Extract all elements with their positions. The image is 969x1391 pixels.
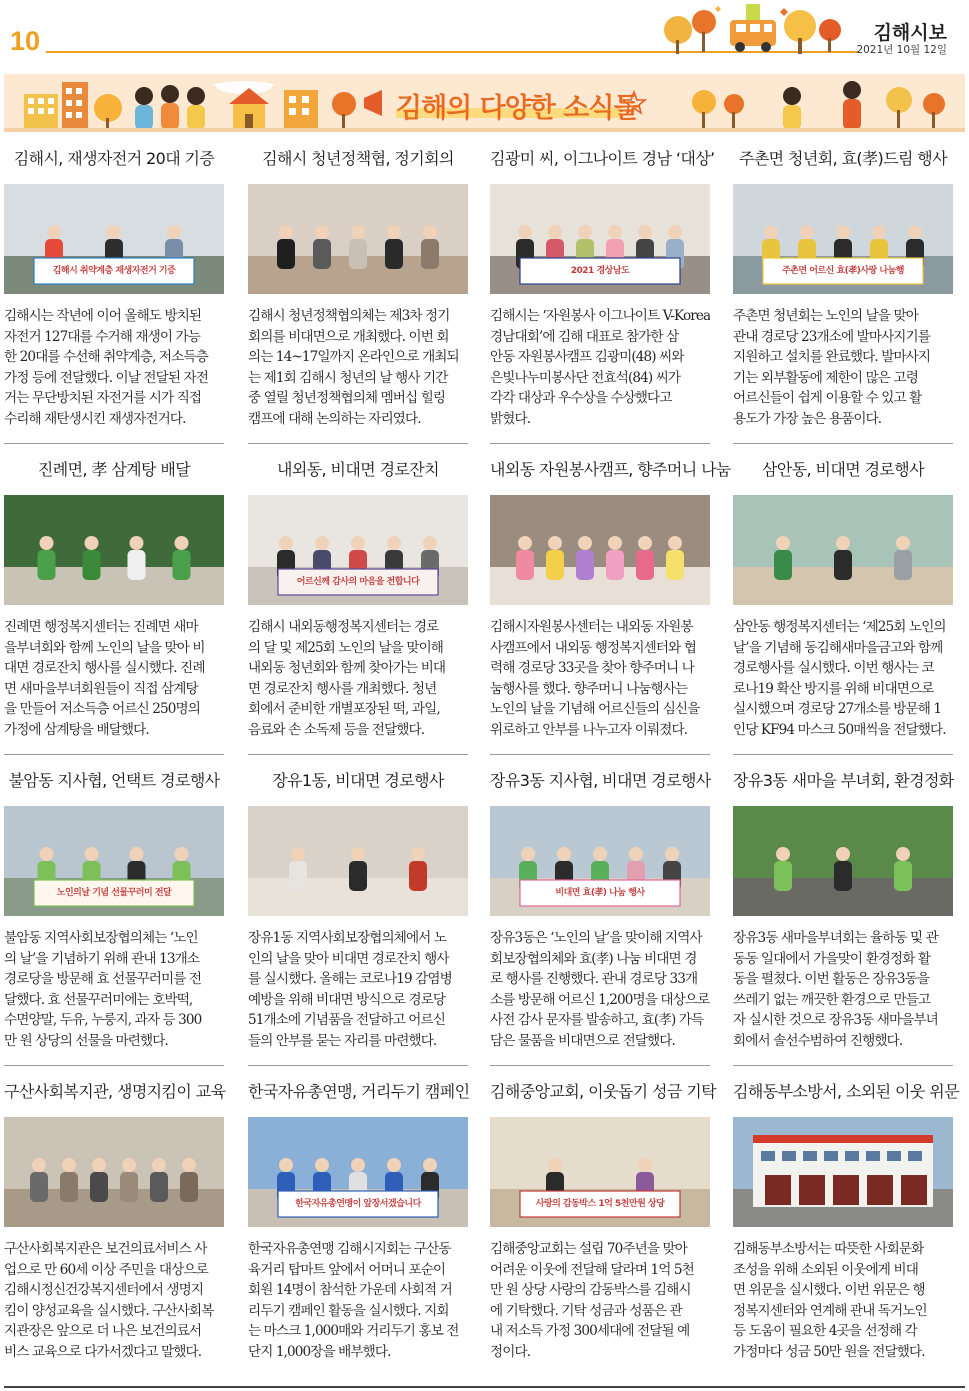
article-body-line: 쓰레기 없는 깨끗한 환경으로 만들고	[733, 991, 931, 1008]
article-title: 김해시 청년정책협, 정기회의	[262, 149, 454, 168]
photo-banner-text: 2021 경상남도	[570, 266, 630, 276]
article-body-line: 노인의 날을 기념해 어르신들의 심신을	[490, 701, 700, 718]
article-photo	[490, 1117, 710, 1227]
article-body-line: 의 날’을 기념하기 위해 관내 13개소	[4, 950, 200, 967]
article-body	[490, 306, 710, 430]
article-body-line: 동동 일대에서 가을맞이 환경정화 활	[733, 950, 931, 967]
article-body-line: 경로당을 방문해 효 선물꾸러미를 전	[4, 971, 202, 988]
article-body-line: 한국자유총연맹 김해시지회는 구산동	[248, 1241, 451, 1257]
article-body-line: 김해시자원봉사센터는 내외동 자원봉	[490, 619, 693, 635]
article-body-line: 구산사회복지관은 보건의료서비스 사	[4, 1241, 207, 1257]
news-article	[733, 768, 953, 1068]
row-divider	[733, 754, 953, 755]
article-body-line: 밝혔다.	[490, 410, 531, 427]
article-body-line: 김해시 청년정책협의체는 제3차 정기	[248, 308, 450, 324]
article-body	[490, 1239, 710, 1363]
article-photo	[4, 806, 224, 916]
section-banner	[4, 74, 965, 132]
article-body-line: 안동 자원봉사캠프 김광미(48) 씨와	[490, 349, 684, 366]
row-divider	[733, 1065, 953, 1066]
article-body-line: 중 열릴 청년정책협의체 멤버십 힐링	[248, 390, 446, 407]
article-photo	[4, 495, 224, 605]
article-body-line: 만 원 상당 사랑의 감동박스를 김해시	[490, 1282, 691, 1299]
article-body-line: 김해시정신건강복지센터에서 생명지	[4, 1282, 204, 1299]
article-body-line: 가정 등에 전달했다. 이날 전달된 자전	[4, 369, 208, 386]
news-article	[490, 1079, 716, 1379]
photo-banner-text: 사랑의 감동박스 1억 5천만원 상당	[535, 1199, 665, 1209]
page-number: 10	[10, 26, 41, 56]
news-article	[4, 146, 224, 446]
article-title: 구산사회복지관, 생명지킴이 교육	[4, 1082, 226, 1101]
row-divider	[248, 1065, 468, 1066]
article-photo	[490, 495, 710, 605]
article-body-line: 장유1동 지역사회보장협의체에서 노	[248, 930, 447, 946]
article-body-line: 는 제1회 김해시 청년의 날 행사 기간	[248, 369, 448, 386]
article-body	[733, 617, 953, 741]
article-body-line: 지원하고 설치를 완료했다. 발마사지	[733, 349, 931, 366]
article-body-line: 수면양말, 두유, 누룽지, 과자 등 300	[4, 1012, 202, 1029]
article-body-line: 내 저소득 가정 300세대에 전달될 예	[490, 1323, 690, 1340]
article-body	[733, 1239, 953, 1363]
article-body-line: 회원 14명이 참석한 가운데 사회적 거	[248, 1282, 452, 1299]
article-body-line: 어르신들이 쉽게 이용할 수 있고 활	[733, 390, 922, 407]
article-body	[248, 306, 468, 430]
article-photo	[490, 184, 710, 294]
article-body-line: 대면 경로잔치 행사를 실시했다. 진례	[4, 660, 205, 677]
news-article	[248, 1079, 468, 1379]
article-title: 장유3동 새마을 부녀회, 환경정화	[733, 771, 954, 790]
row-divider	[4, 1065, 224, 1066]
article-title: 김해시, 재생자전거 20대 기증	[13, 149, 215, 168]
article-body-line: 김해시 내외동행정복지센터는 경로	[248, 619, 439, 635]
article-body	[733, 928, 953, 1052]
article-body-line: 소를 방문해 어르신 1,200명을 대상으로	[490, 991, 710, 1008]
article-body-line: 자 실시한 것으로 장유3동 새마을부녀	[733, 1012, 938, 1029]
article-body-line: 육거리 탑마트 앞에서 어머니 포순이	[248, 1261, 446, 1278]
article-photo	[733, 184, 953, 294]
article-body-line: 내외동 청년회와 함께 찾아가는 비대	[248, 660, 446, 677]
article-body-line: 기는 외부활동에 제한이 많은 고령	[733, 369, 918, 386]
article-body-line: 들의 안부를 묻는 자리를 마련했다.	[248, 1032, 437, 1049]
article-body-line: 달했다. 효 선물꾸러미에는 호박떡,	[4, 991, 193, 1008]
article-body-line: 인의 날을 맞아 비대면 경로잔치 행사	[248, 950, 449, 967]
article-body-line: 어려운 이웃에 전달해 달라며 1억 5천	[490, 1261, 694, 1278]
article-body-line: 킴이 양성교육을 실시했다. 구산사회복	[4, 1302, 214, 1319]
article-title: 내외동 자원봉사캠프, 향주머니 나눔	[490, 460, 731, 479]
article-body-line: 담은 물품을 비대면으로 전달했다.	[490, 1032, 675, 1049]
row-divider	[4, 754, 224, 755]
article-body-line: 조성을 위해 소외된 이웃에게 비대	[733, 1261, 918, 1278]
article-body	[4, 617, 224, 741]
row-divider	[248, 754, 468, 755]
photo-banner-text: 한국자유총연맹이 앞장서겠습니다	[295, 1199, 421, 1209]
article-body-line: 지관장은 앞으로 더 나은 보건의료서	[4, 1323, 202, 1340]
article-body-line: 캠프에 대해 논의하는 자리였다.	[248, 410, 421, 427]
article-body-line: 로나19 확산 방지를 위해 비대면으로	[733, 680, 934, 697]
row-divider	[490, 443, 710, 444]
article-photo	[248, 806, 468, 916]
row-divider	[490, 754, 710, 755]
article-body-line: 회에서 준비한 개별포장된 떡, 과일,	[248, 701, 440, 718]
article-title: 주촌면 청년회, 효(孝)드림 행사	[738, 149, 948, 168]
article-photo	[4, 1117, 224, 1227]
article-body-line: 정이다.	[490, 1343, 531, 1360]
article-body-line: 경남대회’에 김해 대표로 참가한 삼	[490, 328, 679, 345]
article-title: 내외동, 비대면 경로잔치	[276, 460, 440, 479]
article-body	[733, 306, 953, 430]
article-title: 삼안동, 비대면 경로행사	[761, 460, 925, 479]
article-body-line: 각각 대상과 우수상을 수상했다고	[490, 390, 672, 407]
news-article	[733, 457, 953, 757]
article-body-line: 눔행사를 했다. 향주머니 나눔행사는	[490, 680, 688, 697]
article-photo	[248, 495, 468, 605]
article-body-line: 을부녀회와 함께 노인의 날을 맞아 비	[4, 639, 205, 656]
article-body-line: 음료와 손 소독제 등을 전달했다.	[248, 721, 425, 738]
article-body-line: 면 경로잔치 행사를 개최했다. 청년	[248, 680, 437, 697]
article-body-line: 를 실시했다. 올해는 코로나19 감염병	[248, 971, 452, 988]
article-body-line: 동을 펼쳤다. 이번 활동은 장유3동을	[733, 971, 930, 988]
article-body-line: 한 20대를 수선해 취약계층, 저소득층	[4, 349, 208, 366]
article-body-line: 김해시는 ‘자원봉사 이그나이트 V-Korea	[490, 308, 710, 324]
article-title: 진례면, 孝 삼계탕 배달	[37, 460, 191, 479]
news-article	[248, 146, 468, 446]
article-body	[4, 1239, 224, 1363]
article-title: 한국자유총연맹, 거리두기 캠페인	[248, 1082, 470, 1101]
article-body-line: 사캠프에서 내외동 행정복지센터와 협	[490, 639, 696, 656]
article-body-line: 삼안동 행정복지센터는 ‘제25회 노인의	[733, 619, 946, 635]
photo-banner-text: 노인의날 기념 선물꾸러미 전달	[56, 888, 172, 898]
article-body-line: 업으로 만 60세 이상 주민을 대상으로	[4, 1261, 208, 1278]
article-photo	[490, 806, 710, 916]
news-article	[248, 768, 468, 1068]
article-body-line: 을 만들어 저소득층 어르신 250명의	[4, 701, 200, 718]
article-body-line: 김해시는 작년에 이어 올해도 방치된	[4, 308, 202, 324]
news-article	[4, 768, 224, 1068]
article-body	[490, 928, 710, 1052]
article-body-line: 력해 경로당 33곳을 찾아 향주머니 나	[490, 660, 694, 677]
article-body-line: 리두기 캠페인 활동을 실시했다. 지회	[248, 1302, 449, 1319]
row-divider	[4, 443, 224, 444]
article-title: 김해동부소방서, 소외된 이웃 위문	[733, 1082, 959, 1101]
article-body-line: 장유3동 새마을부녀회는 율하동 및 관	[733, 930, 938, 946]
row-divider	[248, 443, 468, 444]
article-photo	[248, 1117, 468, 1227]
article-body-line: 에 기탁했다. 기탁 성금과 성품은 관	[490, 1302, 682, 1319]
article-body-line: 51개소에 기념품을 전달하고 어르신	[248, 1012, 446, 1029]
article-body-line: 로 행사를 진행했다. 관내 경로당 33개	[490, 971, 698, 988]
article-body-line: 김해중앙교회는 설립 70주년을 맞아	[490, 1241, 688, 1257]
article-body-line: 진례면 행정복지센터는 진례면 새마	[4, 619, 198, 635]
article-body-line: 회보장협의체와 효(孝) 나눔 비대면 경	[490, 950, 697, 967]
page-header	[0, 0, 969, 66]
news-article	[4, 1079, 224, 1379]
article-body-line: 자전거 127대를 수거해 재생이 가능	[4, 328, 200, 345]
article-body-line: 는 마스크 1,000매와 거리두기 홍보 전	[248, 1323, 459, 1340]
article-photo	[248, 184, 468, 294]
article-body-line: 김해동부소방서는 따뜻한 사회문화	[733, 1241, 924, 1257]
photo-banner-text: 비대면 효(孝) 나눔 행사	[555, 888, 645, 898]
article-body-line: 의 달 및 제25회 노인의 날을 맞이해	[248, 639, 444, 656]
issue-date: 2021년 10월 12일	[856, 44, 947, 56]
article-body-line: 은빛나누미봉사단 전효석(84) 씨가	[490, 369, 681, 386]
article-photo	[733, 806, 953, 916]
photo-banner-text: 김해시 취약계층 재생자전거 기증	[52, 266, 176, 276]
article-body-line: 인당 KF94 마스크 50매씩을 전달했다.	[733, 721, 946, 738]
article-body-line: 용도가 가장 높은 용품이다.	[733, 410, 882, 427]
newspaper-name: 김해시보	[873, 22, 947, 44]
article-body-line: 면 위문을 실시했다. 이번 위문은 행	[733, 1282, 925, 1299]
article-body-line: 불암동 지역사회보장협의체는 ‘노인	[4, 930, 198, 946]
article-body	[4, 306, 224, 430]
article-body-line: 면 새마을부녀회원들이 직접 삼계탕	[4, 680, 198, 697]
article-title: 김광미 씨, 이그나이트 경남 ‘대상’	[490, 149, 715, 168]
article-body	[490, 617, 710, 741]
article-body-line: 주촌면 청년회는 노인의 날을 맞아	[733, 308, 918, 324]
bottom-rule	[4, 1386, 965, 1388]
article-body	[248, 1239, 468, 1363]
article-body-line: 회의를 비대면으로 개최했다. 이번 회	[248, 328, 449, 345]
article-body-line: 가정에 삼계탕을 배달했다.	[4, 721, 149, 738]
article-body	[248, 617, 468, 741]
article-body-line: 회에서 솔선수범하여 진행했다.	[733, 1032, 903, 1049]
news-article	[248, 457, 468, 757]
banner-title: 김해의 다양한 소식들	[396, 93, 639, 124]
news-article	[490, 457, 731, 757]
article-body-line: 단지 1,000장을 배부했다.	[248, 1343, 391, 1360]
article-body-line: 장유3동은 ‘노인의 날’을 맞이해 지역사	[490, 930, 702, 946]
article-body-line: 관내 경로당 23개소에 발마사지기를	[733, 328, 931, 345]
article-body-line: 실시했으며 경로당 27개소를 방문해 1	[733, 701, 942, 718]
autumn-decoration-illustration	[660, 0, 860, 56]
news-article	[490, 768, 710, 1068]
article-body-line: 의는 14~17일까지 온라인으로 개최되	[248, 349, 459, 366]
article-photo	[733, 1117, 953, 1227]
article-body-line: 수리해 재탄생시킨 재생자전거다.	[4, 410, 186, 427]
news-article	[4, 457, 224, 757]
article-title: 장유1동, 비대면 경로행사	[272, 771, 444, 790]
article-body-line: 사전 감사 문자를 발송하고, 효(孝) 가득	[490, 1012, 704, 1029]
article-body-line: 등 도움이 필요한 4곳을 선정해 각	[733, 1323, 917, 1340]
row-divider	[490, 1065, 710, 1066]
article-body-line: 가정마다 성금 50만 원을 전달했다.	[733, 1343, 925, 1360]
article-body	[4, 928, 224, 1052]
row-divider	[733, 443, 953, 444]
article-body-line: 위로하고 안부를 나누고자 이뤄졌다.	[490, 721, 688, 738]
news-article	[490, 146, 715, 446]
photo-banner-text: 주촌면 어르신 효(孝)사랑 나눔행	[782, 266, 904, 276]
article-body-line: 정복지센터와 연계해 관내 독거노인	[733, 1302, 927, 1319]
article-body-line: 날’을 기념해 동김해새마을금고와 함께	[733, 639, 943, 656]
article-body-line: 거는 무단방치된 자전거를 시가 직접	[4, 390, 202, 407]
article-photo	[4, 184, 224, 294]
news-article	[733, 146, 953, 446]
article-title: 불암동 지사협, 언택트 경로행사	[8, 771, 220, 790]
article-body-line: 비스 교육으로 다가서겠다고 말했다.	[4, 1343, 202, 1360]
article-body-line: 경로행사를 실시했다. 이번 행사는 코	[733, 660, 934, 677]
article-body-line: 예방을 위해 비대면 방식으로 경로당	[248, 991, 446, 1008]
article-photo	[733, 495, 953, 605]
article-title: 김해중앙교회, 이웃돕기 성금 기탁	[490, 1082, 716, 1101]
news-article	[733, 1079, 959, 1379]
article-body	[248, 928, 468, 1052]
photo-banner-text: 어르신께 감사의 마음을 전합니다	[296, 577, 420, 587]
article-body-line: 만 원 상당의 선물을 마련했다.	[4, 1032, 168, 1049]
article-title: 장유3동 지사협, 비대면 경로행사	[490, 771, 711, 790]
